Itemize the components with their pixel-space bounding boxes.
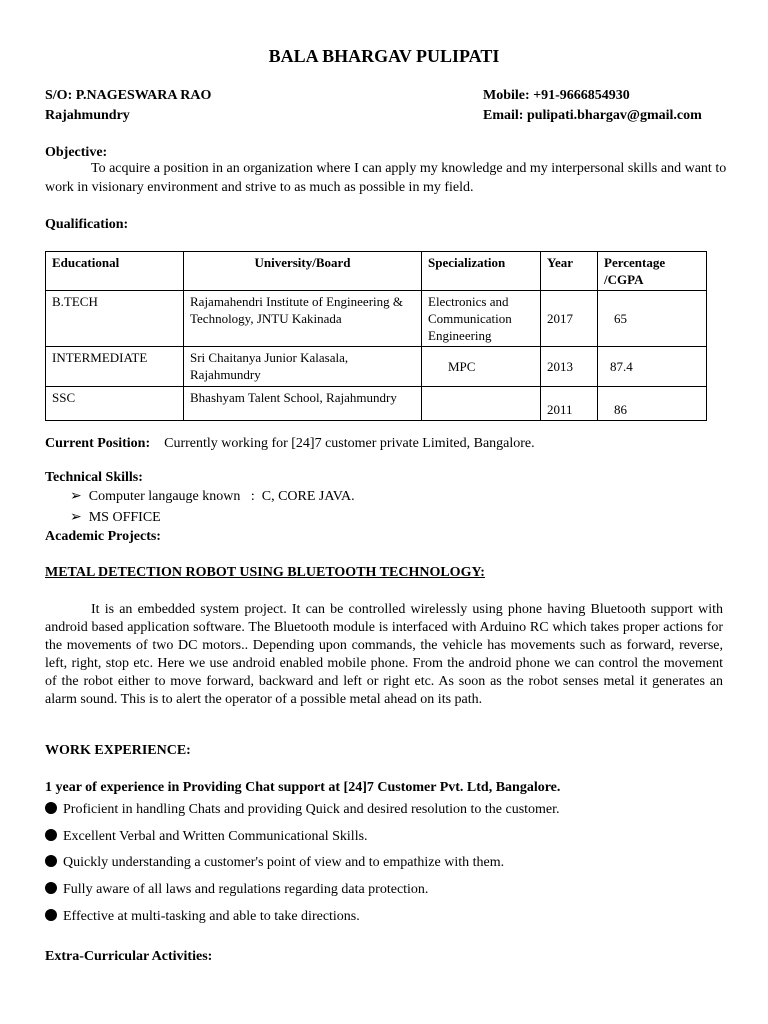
experience-text: Effective at multi-tasking and able to take directions. <box>63 909 360 924</box>
header-percentage: Percentage /CGPA <box>598 252 707 291</box>
qualification-heading: Qualification: <box>45 217 129 232</box>
skill-item <box>70 509 161 526</box>
experience-item <box>45 829 368 845</box>
bullet-icon <box>45 909 57 921</box>
qualification-table <box>45 251 707 421</box>
skill-text: MS OFFICE <box>88 510 161 525</box>
arrow-bullet-icon: ➢ <box>70 510 82 525</box>
cell-edu: SSC <box>46 387 184 421</box>
cell-pct: 87.4 <box>598 347 707 387</box>
experience-item <box>45 802 560 818</box>
header-specialization: Specialization <box>422 252 541 291</box>
extra-curricular-heading: Extra-Curricular Activities: <box>45 949 213 964</box>
objective-line-2: work in visionary environment and strive to as much as possible in my field. <box>45 180 474 195</box>
skill-text: Computer langauge known : C, CORE JAVA. <box>88 489 355 504</box>
experience-text: Excellent Verbal and Written Communicational Skills. <box>63 829 368 844</box>
project-title: METAL DETECTION ROBOT USING BLUETOOTH TECHNOLOGY: <box>45 565 485 580</box>
experience-item <box>45 855 504 871</box>
work-experience-subheading: 1 year of experience in Providing Chat support at [24]7 Customer Pvt. Ltd, Bangalore. <box>45 780 561 795</box>
cell-pct: 65 <box>598 291 707 347</box>
bullet-icon <box>45 829 57 841</box>
cell-year: 2011 <box>541 387 598 421</box>
mobile: Mobile: +91-9666854930 <box>483 88 630 103</box>
header-educational: Educational <box>46 252 184 291</box>
skill-item <box>70 488 355 505</box>
cell-year: 2013 <box>541 347 598 387</box>
current-position-label: Current Position: <box>45 436 151 451</box>
table-header-row <box>46 252 707 291</box>
experience-text: Fully aware of all laws and regulations regarding data protection. <box>63 882 429 897</box>
cell-univ: Sri Chaitanya Junior Kalasala, Rajahmundry <box>184 347 422 387</box>
cell-edu: B.TECH <box>46 291 184 347</box>
cell-pct: 86 <box>598 387 707 421</box>
city: Rajahmundry <box>45 108 130 123</box>
cell-univ: Rajamahendri Institute of Engineering & Technology, JNTU Kakinada <box>184 291 422 347</box>
project-description: It is an embedded system project. It can be controlled wirelessly using phone having Bluetooth support with android based application software. The Bluetooth module is interfaced with Arduino RC which takes proper actions for the movements of two DC motors.. Depending upon commands, the vehicle has movements such as forward, reverse, left, right, stop etc. Here we use android enabled mobile phone. From the android phone we can control the movement of the robot either to move forward, backward and left or right etc. As soon as the robot senses metal it generates an alarm sound. This is to alert the operator of a possible metal ahead on its path. <box>45 602 723 707</box>
cell-edu: INTERMEDIATE <box>46 347 184 387</box>
table-row <box>46 387 707 421</box>
cell-spec <box>422 387 541 421</box>
table-row <box>46 291 707 347</box>
experience-text: Proficient in handling Chats and providing Quick and desired resolution to the customer. <box>63 802 560 817</box>
bullet-icon <box>45 882 57 894</box>
technical-skills-heading: Technical Skills: <box>45 470 143 485</box>
experience-item <box>45 909 360 925</box>
current-position-text: Currently working for [24]7 customer private Limited, Bangalore. <box>164 436 535 451</box>
cell-univ: Bhashyam Talent School, Rajahmundry <box>184 387 422 421</box>
experience-text: Quickly understanding a customer's point of view and to empathize with them. <box>63 855 505 870</box>
current-position <box>45 436 535 452</box>
work-experience-heading: WORK EXPERIENCE: <box>45 743 191 758</box>
arrow-bullet-icon: ➢ <box>70 489 82 504</box>
header-university: University/Board <box>184 252 422 291</box>
email: Email: pulipati.bhargav@gmail.com <box>483 108 702 123</box>
academic-projects-heading: Academic Projects: <box>45 529 161 544</box>
objective-heading: Objective: <box>45 145 108 160</box>
resume-name: BALA BHARGAV PULIPATI <box>268 46 500 66</box>
father-name: S/O: P.NAGESWARA RAO <box>45 88 212 103</box>
cell-spec: Electronics and Communication Engineering <box>422 291 541 347</box>
header-year: Year <box>541 252 598 291</box>
cell-year: 2017 <box>541 291 598 347</box>
bullet-icon <box>45 802 57 814</box>
experience-item <box>45 882 428 898</box>
cell-spec: MPC <box>422 347 541 387</box>
objective-line-1: To acquire a position in an organization where I can apply my knowledge and my interpersonal skills and want to <box>91 161 727 176</box>
bullet-icon <box>45 855 57 867</box>
table-row <box>46 347 707 387</box>
